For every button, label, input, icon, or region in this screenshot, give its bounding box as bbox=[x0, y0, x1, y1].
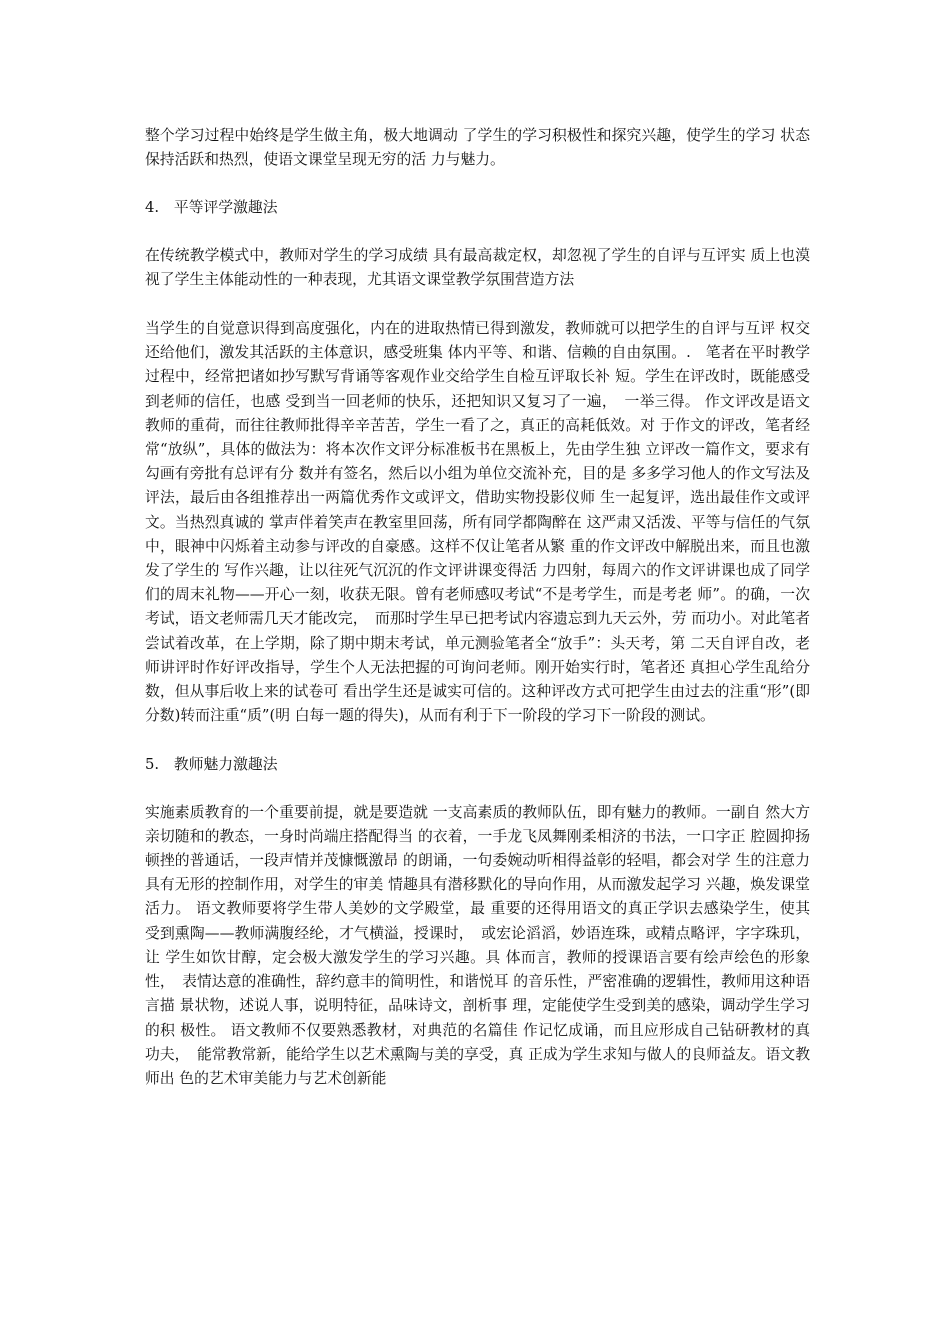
section-heading-5: 5. 教师魅力激趣法 bbox=[145, 756, 278, 774]
paragraph-peer-review: 当学生的自觉意识得到高度强化，内在的进取热情已得到激发，教师就可以把学生的自评与互评 权交还给他们，激发其活跃的主体意识，感受班集 体内平等、和谐、信赖的自由氛围。. 笔者在平时教学过程中，经常把诸如抄写默写背诵等客观作业交给学生自检互评取长补 短。学生在评改时，既能感受到老师的信任，也感 受到当一回老师的快乐，还把知识又复习了一遍， 一举三得。 作文评改是语文教师的重荷，而往往教师批得辛辛苦苦，学生一看了之，真正的高耗低效。对 于作文的评改，笔者经常“放纵”，具体的做法为：将本次作文评分标准板书在黑板上，先由学生独 立评改一篇作文，要求有勾画有旁批有总评有分 数并有签名，然后以小组为单位交流补充，目的是 多多学习他人的作文写法及评法，最后由各组推荐出一两篇优秀作文或评文，借助实物投影仪师 生一起复评，选出最佳作文或评文。当热烈真诚的 掌声伴着笑声在教室里回荡，所有同学都陶醉在 这严肃又活泼、平等与信任的气氛中，眼神中闪烁着主动参与评改的自豪感。这样不仅让笔者从繁 重的作文评改中解脱出来，而且也激发了学生的 写作兴趣，让以往死气沉沉的作文评讲课变得活 力四射，每周六的作文评讲课也成了同学们的周末礼物——开心一刻，收获无限。曾有老师感叹考试“不是考学生，而是考老 师”。的确，一次考试，语文老师需几天才能改完， 而那时学生早已把考试内容遗忘到九天云外，劳 而功小。对此笔者尝试着改革，在上学期，除了期中期末考试，单元测验笔者全“放手”：头天考，第 二天自评自改，老师讲评时作好评改指导，学生个人无法把握的可询问老师。刚开始实行时，笔者还 真担心学生乱给分数，但从事后收上来的试卷可 看出学生还是诚实可信的。这种评改方式可把学生由过去的注重“形”(即分数)转而注重“质”(明 白每一题的得失)，从而有利于下一阶段的学习下一阶段的测试。 bbox=[145, 320, 810, 725]
paragraph-intro: 整个学习过程中始终是学生做主角，极大地调动 了学生的学习积极性和探究兴趣，使学生的学习 状态保持活跃和热烈，使语文课堂呈现无穷的活 力与魅力。 bbox=[145, 127, 810, 169]
paragraph-teacher-charisma: 实施素质教育的一个重要前提，就是要造就 一支高素质的教师队伍，即有魅力的教师。一副自 然大方亲切随和的教态，一身时尚端庄搭配得当 的衣着，一手龙飞凤舞刚柔相济的书法，一口字正 腔圆抑扬顿挫的普通话，一段声情并茂慷慨激昂 的朗诵，一句委婉动听相得益彰的轻唱，都会对学 生的注意力具有无形的控制作用，对学生的审美 情趣具有潜移默化的导向作用，从而激发起学习 兴趣，焕发课堂活力。 语文教师要将学生带人美妙的文学殿堂，最 重要的还得用语文的真正学识去感染学生，使其 受到熏陶——教师满腹经纶，才气横溢，授课时， 或宏论滔滔，妙语连珠，或精点略评，字字珠玑，让 学生如饮甘醇，定会极大激发学生的学习兴趣。具 体而言，教师的授课语言要有绘声绘色的形象性， 表情达意的准确性，辞约意丰的简明性，和谐悦耳 的音乐性，严密准确的逻辑性，教师用这种语言描 景状物，述说人事，说明特征，品味诗文，剖析事 理，定能使学生受到美的感染，调动学生学习的积 极性。 语文教师不仅要熟悉教材，对典范的名篇佳 作记忆成诵，而且应形成自己钻研教材的真功夫， 能常教常新，能给学生以艺术熏陶与美的享受，真 正成为学生求知与做人的良师益友。语文教师出 色的艺术审美能力与艺术创新能 bbox=[145, 803, 815, 1087]
paragraph-traditional-teaching: 在传统教学模式中，教师对学生的学习成绩 具有最高裁定权，却忽视了学生的自评与互评实 质上也漠视了学生主体能动性的一种表现，尤其语文课堂教学氛围营造方法 bbox=[145, 246, 810, 288]
section-heading-4: 4. 平等评学激趣法 bbox=[145, 199, 278, 217]
document-page bbox=[145, 124, 815, 1091]
